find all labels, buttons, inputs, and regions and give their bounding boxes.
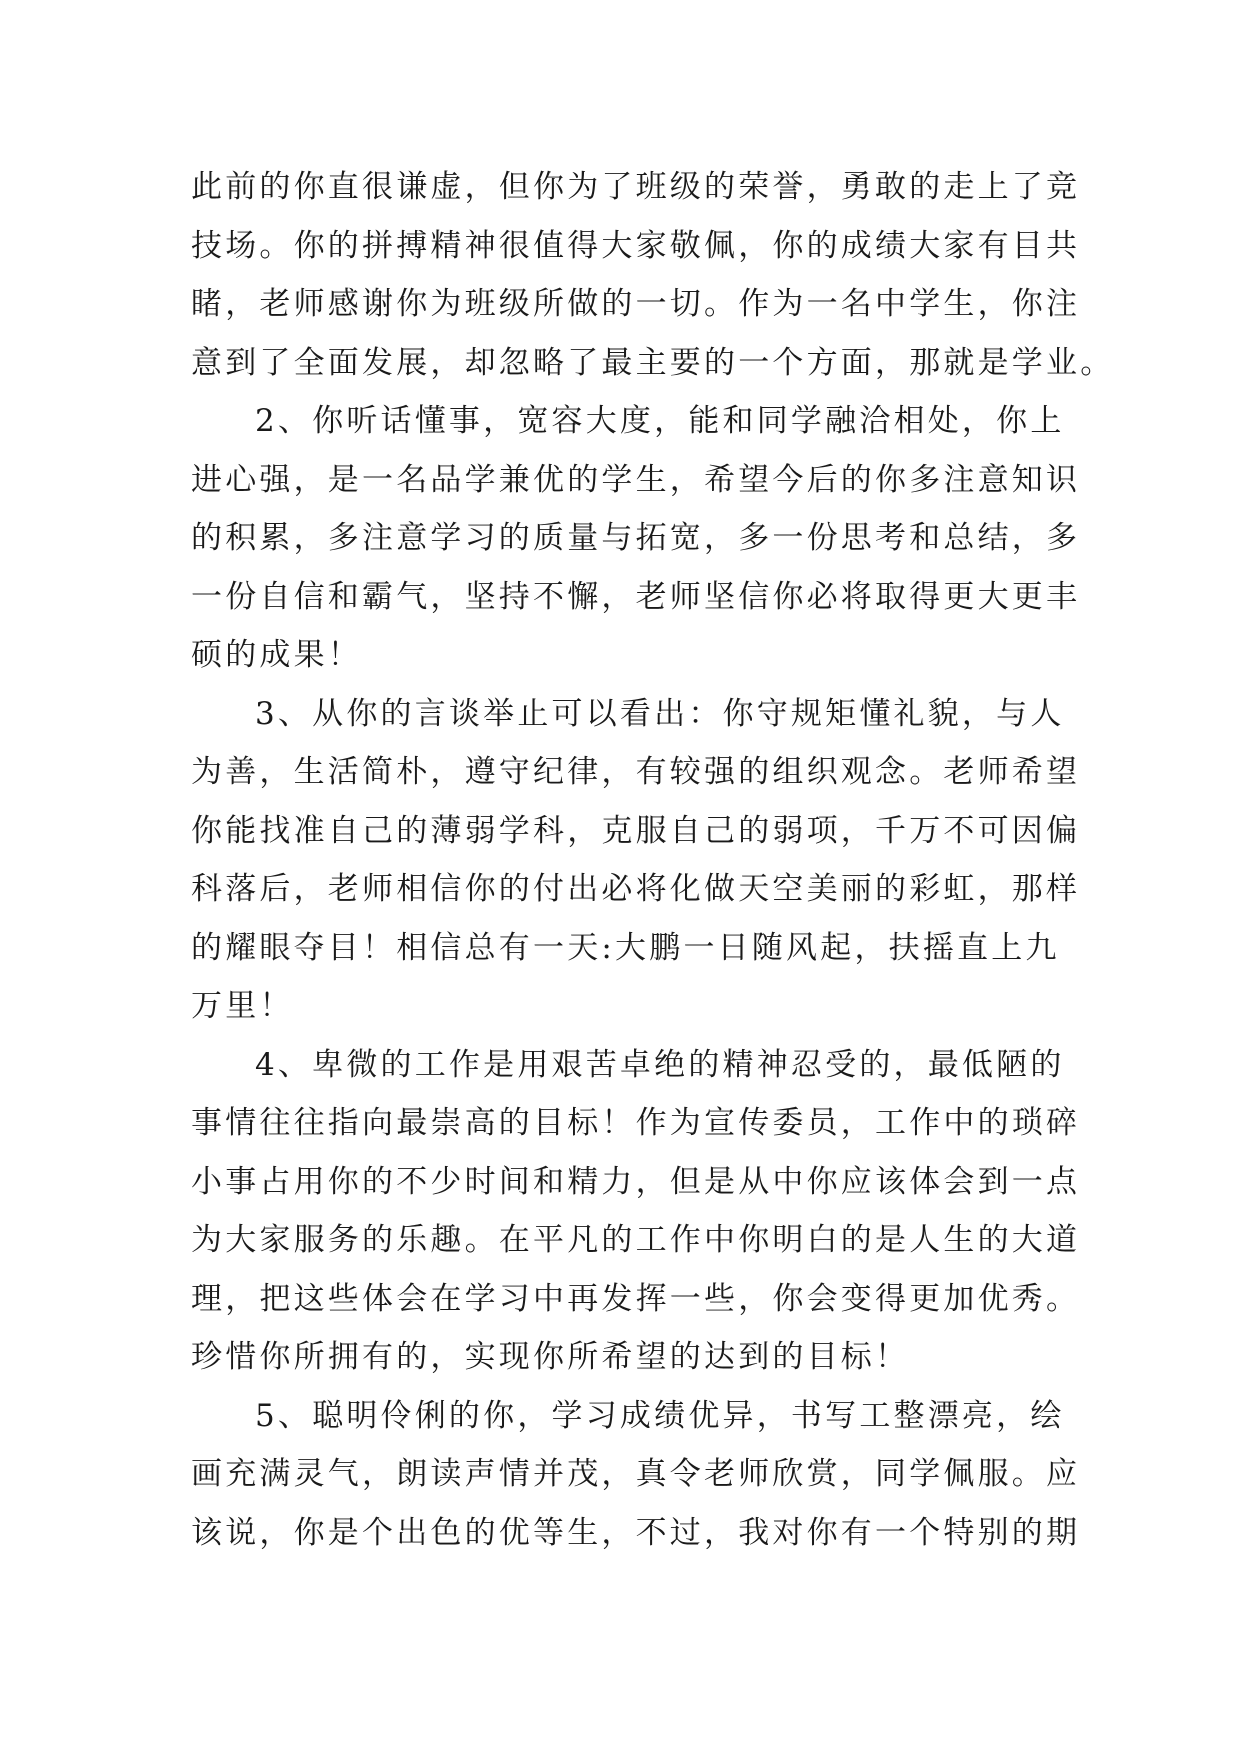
text-line: 硕的成果！ — [191, 637, 362, 673]
text-line: 你能找准自己的薄弱学科，克服自己的弱项，千万不可因偏 — [191, 812, 1081, 849]
paragraph-4 — [191, 1036, 1081, 1387]
text-line: 技场。你的拼搏精神很值得大家敬佩，你的成绩大家有目共 — [191, 227, 1081, 264]
text-line: 画充满灵气，朗读声情并茂，真令老师欣赏，同学佩服。应 — [191, 1456, 1081, 1492]
text-line: 2、你听话懂事，宽容大度，能和同学融洽相处，你上 — [255, 403, 1065, 439]
text-line: 5、聪明伶俐的你，学习成绩优异，书写工整漂亮，绘 — [255, 1397, 1065, 1434]
text-line: 珍惜你所拥有的，实现你所希望的达到的目标！ — [191, 1339, 910, 1375]
paragraph-3 — [191, 685, 1081, 1036]
text-line: 为善，生活简朴，遵守纪律，有较强的组织观念。老师希望 — [191, 754, 1081, 790]
text-line: 4、卑微的工作是用艰苦卓绝的精神忍受的，最低陋的 — [255, 1046, 1065, 1083]
text-line: 的耀眼夺目！相信总有一天:大鹏一日随风起，扶摇直上九 — [191, 929, 1060, 966]
text-line: 的积累，多注意学习的质量与拓宽，多一份思考和总结，多 — [191, 520, 1081, 556]
text-line: 小事占用你的不少时间和精力，但是从中你应该体会到一点 — [191, 1163, 1081, 1200]
paragraph-2 — [191, 392, 1081, 685]
text-line: 进心强，是一名品学兼优的学生，希望今后的你多注意知识 — [191, 461, 1081, 498]
paragraph-5 — [191, 1387, 1081, 1563]
document-body — [191, 158, 1115, 1562]
text-line: 为大家服务的乐趣。在平凡的工作中你明白的是人生的大道 — [191, 1222, 1081, 1258]
text-line: 科落后，老师相信你的付出必将化做天空美丽的彩虹，那样 — [191, 871, 1081, 907]
text-line: 该说，你是个出色的优等生，不过，我对你有一个特别的期 — [191, 1514, 1081, 1551]
text-line: 睹，老师感谢你为班级所做的一切。作为一名中学生，你注 — [191, 286, 1081, 322]
text-line: 3、从你的言谈举止可以看出：你守规矩懂礼貌，与人 — [255, 695, 1065, 732]
text-line: 理，把这些体会在学习中再发挥一些，你会变得更加优秀。 — [191, 1280, 1081, 1317]
text-line: 此前的你直很谦虚，但你为了班级的荣誉，勇敢的走上了竞 — [191, 169, 1081, 205]
text-line: 意到了全面发展，却忽略了最主要的一个方面，那就是学业。 — [191, 344, 1115, 381]
text-line: 一份自信和霸气，坚持不懈，老师坚信你必将取得更大更丰 — [191, 578, 1081, 615]
text-line: 万里！ — [191, 988, 294, 1024]
paragraph-1 — [191, 158, 1115, 392]
text-line: 事情往往指向最崇高的目标！作为宣传委员，工作中的琐碎 — [191, 1105, 1081, 1141]
